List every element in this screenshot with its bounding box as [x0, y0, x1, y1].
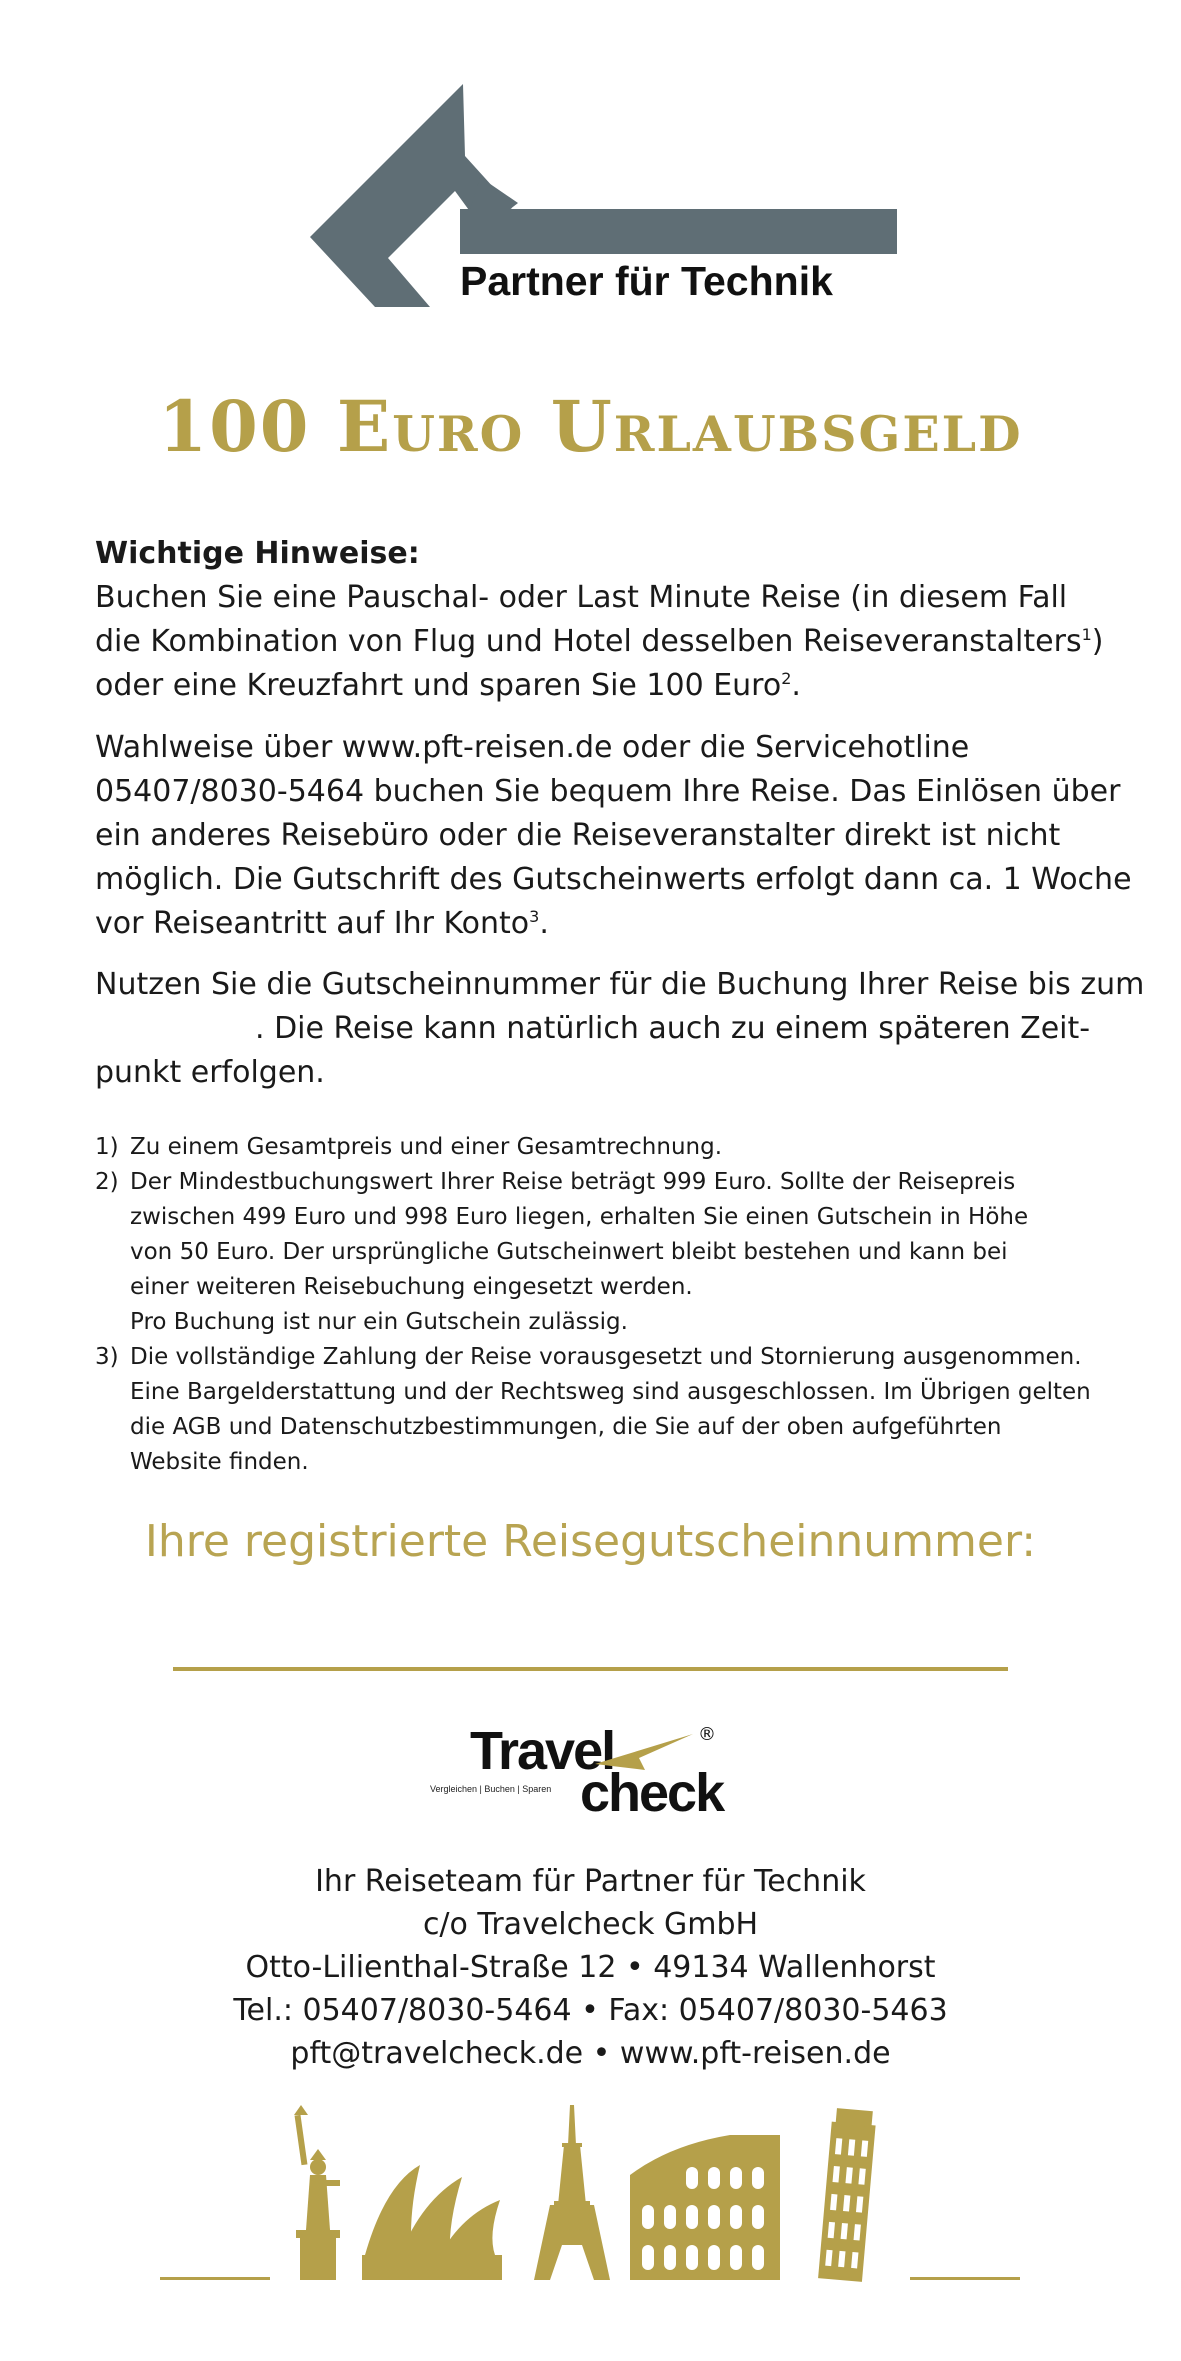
travelcheck-logo-word-check: check — [580, 1763, 724, 1823]
hints-line: Buchen Sie eine Pauschal- oder Last Minute Reise (in diesem Fall — [95, 580, 1068, 615]
booking-paragraph — [95, 726, 1135, 946]
pft-logo — [300, 80, 900, 320]
leaning-tower-of-pisa-icon — [818, 2108, 877, 2282]
paragraph-line: Nutzen Sie die Gutscheinnummer für die Buchung Ihrer Reise bis zum — [95, 967, 1145, 1002]
paragraph-line: möglich. Die Gutschrift des Gutscheinwerts erfolgt dann ca. 1 Woche — [95, 862, 1132, 897]
contact-phone-fax: Tel.: 05407/8030-5464 • Fax: 05407/8030-5463 — [233, 1993, 948, 2028]
footnote-line: Zu einem Gesamtpreis und einer Gesamtrechnung. — [130, 1134, 723, 1160]
paragraph-line: 05407/8030-5464 buchen Sie bequem Ihre Reise. Das Einlösen über — [95, 774, 1121, 809]
hints-line: oder eine Kreuzfahrt und sparen Sie 100 Euro$^2$. — [95, 668, 801, 703]
travelcheck-logo — [430, 1720, 730, 1823]
contact-email-web: pft@travelcheck.de • www.pft-reisen.de — [290, 2036, 891, 2071]
paragraph-line: vor Reiseantritt auf Ihr Konto$^3$. — [95, 906, 549, 941]
footnote-line: die AGB und Datenschutzbestimmungen, die Sie auf der oben aufgeführten — [130, 1414, 1002, 1440]
footnote-item — [95, 1165, 1155, 1340]
travelcheck-tagline: Vergleichen | Buchen | Sparen — [430, 1784, 552, 1794]
footnote-line: von 50 Euro. Der ursprüngliche Gutscheinwert bleibt bestehen und kann bei — [130, 1239, 1008, 1265]
voucher-usage-paragraph — [95, 963, 1145, 1095]
sydney-opera-house-icon — [362, 2165, 502, 2280]
landmark-skyline — [150, 2105, 1030, 2285]
eiffel-tower-icon — [534, 2105, 610, 2280]
footnote-line: Pro Buchung ist nur ein Gutschein zulässig. — [130, 1309, 628, 1335]
page-title: 100 Euro Urlaubsgeld — [158, 385, 1023, 468]
hints-heading: Wichtige Hinweise: — [95, 536, 420, 571]
paragraph-line: . Die Reise kann natürlich auch zu einem späteren Zeit- — [255, 1011, 1091, 1046]
footnote-line: zwischen 499 Euro und 998 Euro liegen, erhalten Sie einen Gutschein in Höhe — [130, 1204, 1029, 1230]
footnote-line: Die vollständige Zahlung der Reise vorausgesetzt und Stornierung ausgenommen. — [130, 1344, 1082, 1370]
footnote-line: einer weiteren Reisebuchung eingesetzt werden. — [130, 1274, 693, 1300]
paragraph-line: Wahlweise über www.pft-reisen.de oder die Servicehotline — [95, 730, 970, 765]
statue-of-liberty-icon — [294, 2105, 340, 2280]
footnote-number: 2) — [95, 1169, 119, 1195]
pft-logo-text: Partner für Technik — [460, 258, 833, 304]
contact-line: Ihr Reiseteam für Partner für Technik — [315, 1864, 866, 1899]
footnote-line: Website finden. — [130, 1449, 309, 1475]
paragraph-line: ein anderes Reisebüro oder die Reiseveranstalter direkt ist nicht — [95, 818, 1061, 853]
footnote-number: 3) — [95, 1344, 119, 1370]
hints-line: die Kombination von Flug und Hotel desselben Reiseveranstalters$^1$) — [95, 624, 1104, 659]
hints-section — [95, 532, 1135, 708]
footnotes — [95, 1130, 1155, 1480]
voucher-number-label: Ihre registrierte Reisegutscheinnummer: — [144, 1516, 1037, 1567]
contact-address: Otto-Lilienthal-Straße 12 • 49134 Wallenhorst — [245, 1950, 936, 1985]
footnote-item — [95, 1130, 1155, 1165]
skyline-line-left — [160, 2277, 270, 2280]
paragraph-line: punkt erfolgen. — [95, 1055, 325, 1090]
footnote-number: 1) — [95, 1134, 119, 1160]
footnote-item — [95, 1340, 1155, 1480]
contact-line: c/o Travelcheck GmbH — [422, 1907, 759, 1942]
colosseum-icon — [630, 2135, 780, 2280]
voucher-number-line — [173, 1667, 1008, 1671]
footnote-line: Eine Bargelderstattung und der Rechtsweg sind ausgeschlossen. Im Übrigen gelten — [130, 1379, 1091, 1405]
registered-mark: ® — [698, 1724, 716, 1745]
footnote-line: Der Mindestbuchungswert Ihrer Reise beträgt 999 Euro. Sollte der Reisepreis — [130, 1169, 1016, 1195]
travelcheck-logo-word-travel: Travel — [470, 1721, 615, 1781]
skyline-line-right — [910, 2277, 1020, 2280]
contact-block — [0, 1860, 1181, 2075]
